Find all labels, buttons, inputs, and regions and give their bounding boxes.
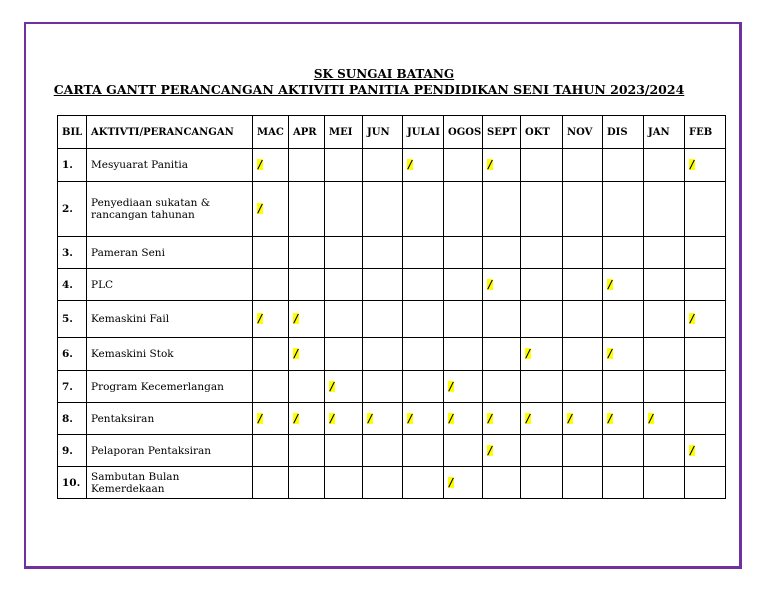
month-cell xyxy=(685,269,726,301)
month-cell xyxy=(644,182,685,237)
month-cell xyxy=(289,182,325,237)
month-cell xyxy=(363,182,403,237)
month-cell xyxy=(483,149,521,182)
month-cell xyxy=(644,149,685,182)
month-cell xyxy=(685,301,726,338)
column-header-activity: AKTIVTI/PERANCANGAN xyxy=(87,116,253,149)
month-cell xyxy=(521,149,563,182)
month-cell xyxy=(521,467,563,499)
column-header-month: DIS xyxy=(603,116,644,149)
month-cell xyxy=(563,338,603,371)
column-header-month: OGOS xyxy=(444,116,483,149)
month-cell xyxy=(644,301,685,338)
column-header-bil: BIL xyxy=(58,116,87,149)
table-row xyxy=(58,269,726,301)
month-cell xyxy=(483,301,521,338)
month-cell xyxy=(563,435,603,467)
month-cell xyxy=(363,467,403,499)
month-cell xyxy=(325,435,363,467)
month-cell xyxy=(444,149,483,182)
month-cell xyxy=(483,403,521,435)
month-cell xyxy=(325,467,363,499)
table-row xyxy=(58,371,726,403)
month-cell xyxy=(444,467,483,499)
column-header-month: NOV xyxy=(563,116,603,149)
month-cell xyxy=(253,301,289,338)
activity-mark: / xyxy=(526,411,531,425)
month-cell xyxy=(603,149,644,182)
month-cell xyxy=(253,371,289,403)
month-cell xyxy=(289,149,325,182)
month-cell xyxy=(444,182,483,237)
month-cell xyxy=(521,301,563,338)
month-cell xyxy=(403,467,444,499)
month-cell xyxy=(403,403,444,435)
activity-mark: / xyxy=(330,411,335,425)
month-cell xyxy=(521,182,563,237)
month-cell xyxy=(685,149,726,182)
row-number: 4. xyxy=(58,269,87,301)
month-cell xyxy=(253,403,289,435)
activity-mark: / xyxy=(258,312,263,325)
month-cell xyxy=(363,338,403,371)
month-cell xyxy=(403,237,444,269)
month-cell xyxy=(563,269,603,301)
gantt-table xyxy=(57,115,726,499)
activity-mark: / xyxy=(449,475,454,489)
month-cell xyxy=(444,435,483,467)
month-cell xyxy=(289,237,325,269)
month-cell xyxy=(483,237,521,269)
column-header-month: JAN xyxy=(644,116,685,149)
month-cell xyxy=(325,301,363,338)
activity-mark: / xyxy=(258,158,263,171)
column-header-month: MEI xyxy=(325,116,363,149)
column-header-month: OKT xyxy=(521,116,563,149)
month-cell xyxy=(685,182,726,237)
month-cell xyxy=(363,237,403,269)
month-cell xyxy=(403,269,444,301)
month-cell xyxy=(253,467,289,499)
month-cell xyxy=(363,269,403,301)
activity-mark: / xyxy=(449,411,454,425)
month-cell xyxy=(483,182,521,237)
row-number: 5. xyxy=(58,301,87,338)
activity-mark: / xyxy=(294,347,299,360)
activity-name: Kemaskini Stok xyxy=(87,338,253,371)
row-number: 7. xyxy=(58,371,87,403)
activity-mark: / xyxy=(608,347,613,360)
month-cell xyxy=(363,371,403,403)
month-cell xyxy=(483,269,521,301)
activity-name: Sambutan Bulan Kemerdekaan xyxy=(87,467,253,499)
activity-mark: / xyxy=(449,379,454,393)
month-cell xyxy=(521,371,563,403)
month-cell xyxy=(603,435,644,467)
month-cell xyxy=(603,301,644,338)
month-cell xyxy=(253,149,289,182)
month-cell xyxy=(644,403,685,435)
month-cell xyxy=(325,182,363,237)
month-cell xyxy=(603,371,644,403)
column-header-month: APR xyxy=(289,116,325,149)
month-cell xyxy=(253,338,289,371)
activity-mark: / xyxy=(608,411,613,425)
table-row xyxy=(58,149,726,182)
document-title: CARTA GANTT PERANCANGAN AKTIVITI PANITIA PENDIDIKAN SENI TAHUN 2023/2024 xyxy=(53,82,685,97)
month-cell xyxy=(563,149,603,182)
activity-mark: / xyxy=(690,158,695,171)
activity-name: Pentaksiran xyxy=(87,403,253,435)
month-cell xyxy=(444,338,483,371)
month-cell xyxy=(483,467,521,499)
activity-name: Program Kecemerlangan xyxy=(87,371,253,403)
month-cell xyxy=(603,237,644,269)
row-number: 3. xyxy=(58,237,87,269)
column-header-month: FEB xyxy=(685,116,726,149)
month-cell xyxy=(483,435,521,467)
month-cell xyxy=(603,338,644,371)
month-cell xyxy=(289,371,325,403)
month-cell xyxy=(603,467,644,499)
month-cell xyxy=(685,403,726,435)
month-cell xyxy=(403,182,444,237)
row-number: 8. xyxy=(58,403,87,435)
month-cell xyxy=(685,467,726,499)
month-cell xyxy=(603,182,644,237)
month-cell xyxy=(685,237,726,269)
activity-mark: / xyxy=(568,411,573,425)
activity-mark: / xyxy=(526,347,531,360)
month-cell xyxy=(444,371,483,403)
month-cell xyxy=(444,301,483,338)
month-cell xyxy=(483,371,521,403)
month-cell xyxy=(403,149,444,182)
activity-mark: / xyxy=(488,277,493,291)
activity-name: Mesyuarat Panitia xyxy=(87,149,253,182)
month-cell xyxy=(253,269,289,301)
month-cell xyxy=(563,467,603,499)
activity-mark: / xyxy=(294,411,299,425)
month-cell xyxy=(563,371,603,403)
column-header-month: MAC xyxy=(253,116,289,149)
month-cell xyxy=(253,182,289,237)
month-cell xyxy=(289,269,325,301)
table-row xyxy=(58,435,726,467)
table-row xyxy=(58,237,726,269)
month-cell xyxy=(563,403,603,435)
month-cell xyxy=(403,435,444,467)
table-row xyxy=(58,467,726,499)
activity-mark: / xyxy=(408,158,413,171)
month-cell xyxy=(289,338,325,371)
month-cell xyxy=(403,371,444,403)
month-cell xyxy=(325,149,363,182)
month-cell xyxy=(325,269,363,301)
month-cell xyxy=(444,237,483,269)
month-cell xyxy=(444,403,483,435)
month-cell xyxy=(325,237,363,269)
activity-mark: / xyxy=(294,312,299,325)
header-row xyxy=(58,116,726,149)
column-header-month: JULAI xyxy=(403,116,444,149)
month-cell xyxy=(325,403,363,435)
column-header-month: SEPT xyxy=(483,116,521,149)
month-cell xyxy=(563,237,603,269)
activity-mark: / xyxy=(690,443,695,457)
activity-mark: / xyxy=(488,411,493,425)
activity-mark: / xyxy=(330,379,335,393)
month-cell xyxy=(644,269,685,301)
month-cell xyxy=(521,237,563,269)
month-cell xyxy=(644,338,685,371)
month-cell xyxy=(521,338,563,371)
activity-mark: / xyxy=(368,411,373,425)
activity-name: Kemaskini Fail xyxy=(87,301,253,338)
month-cell xyxy=(403,338,444,371)
table-row xyxy=(58,301,726,338)
month-cell xyxy=(563,182,603,237)
row-number: 9. xyxy=(58,435,87,467)
row-number: 10. xyxy=(58,467,87,499)
activity-name: PLC xyxy=(87,269,253,301)
table-row xyxy=(58,403,726,435)
month-cell xyxy=(685,371,726,403)
row-number: 1. xyxy=(58,149,87,182)
month-cell xyxy=(644,237,685,269)
activity-mark: / xyxy=(608,277,613,291)
activity-name: Pelaporan Pentaksiran xyxy=(87,435,253,467)
month-cell xyxy=(325,338,363,371)
month-cell xyxy=(603,269,644,301)
month-cell xyxy=(644,435,685,467)
activity-mark: / xyxy=(408,411,413,425)
month-cell xyxy=(521,403,563,435)
month-cell xyxy=(289,301,325,338)
month-cell xyxy=(289,435,325,467)
gantt-body xyxy=(58,149,726,499)
month-cell xyxy=(685,338,726,371)
month-cell xyxy=(363,403,403,435)
month-cell xyxy=(289,403,325,435)
activity-mark: / xyxy=(258,202,263,215)
month-cell xyxy=(644,467,685,499)
month-cell xyxy=(563,301,603,338)
month-cell xyxy=(253,237,289,269)
month-cell xyxy=(521,269,563,301)
school-name: SK SUNGAI BATANG xyxy=(313,67,455,81)
month-cell xyxy=(644,371,685,403)
activity-name: Penyediaan sukatan & rancangan tahunan xyxy=(87,182,253,237)
table-row xyxy=(58,338,726,371)
month-cell xyxy=(483,338,521,371)
month-cell xyxy=(403,301,444,338)
month-cell xyxy=(363,149,403,182)
month-cell xyxy=(325,371,363,403)
column-header-month: JUN xyxy=(363,116,403,149)
activity-mark: / xyxy=(649,411,654,425)
month-cell xyxy=(603,403,644,435)
activity-name: Pameran Seni xyxy=(87,237,253,269)
month-cell xyxy=(521,435,563,467)
row-number: 2. xyxy=(58,182,87,237)
month-cell xyxy=(363,301,403,338)
activity-mark: / xyxy=(258,411,263,425)
month-cell xyxy=(363,435,403,467)
month-cell xyxy=(444,269,483,301)
activity-mark: / xyxy=(690,312,695,325)
activity-mark: / xyxy=(488,443,493,457)
table-row xyxy=(58,182,726,237)
row-number: 6. xyxy=(58,338,87,371)
month-cell xyxy=(289,467,325,499)
month-cell xyxy=(253,435,289,467)
activity-mark: / xyxy=(488,158,493,171)
month-cell xyxy=(685,435,726,467)
